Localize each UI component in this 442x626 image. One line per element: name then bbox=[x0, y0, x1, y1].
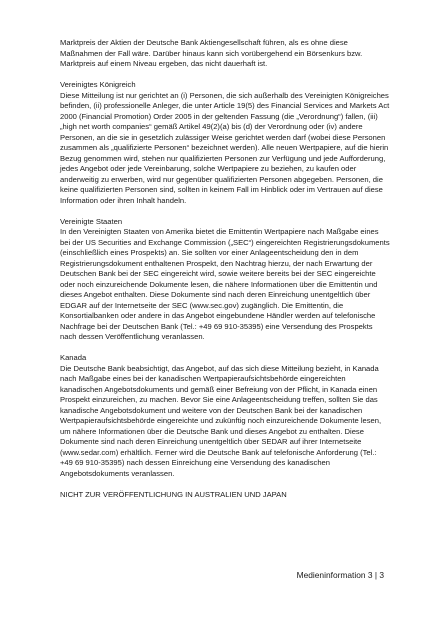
section-us bbox=[60, 217, 390, 343]
section-canada bbox=[60, 353, 390, 479]
section-body-canada: Die Deutsche Bank beabsichtigt, das Angebot, auf das sich diese Mitteilung bezieht, in Kanada nach Maßgabe eines bei der kanadischen Wertpapieraufsichtsbehörde eingereichten kanadischen Angebotsdokuments und gemäß einer Befreiung von der Pflicht, in Kanada einen Prospekt einzureichen, zu machen. Bevor Sie eine Anlageentscheidung treffen, sollten Sie das kanadische Angebotsdokument und weitere von der Deutschen Bank bei der kanadischen Wertpapieraufsichtsbehörde eingereichte und zukünftig noch einzureichende Dokumente lesen, um nähere Informationen über die Deutsche Bank und dieses Angebot zu enthalten. Diese Dokumente sind nach deren Einreichung unentgeltlich über SEDAR auf ihrer Internetseite (www.sedar.com) erhältlich. Ferner wird die Deutsche Bank auf telefonische Anforderung (Tel.: +49 69 910-35395) nach dessen Einreichung eine Versendung des kanadischen Angebotsdokuments veranlassen. bbox=[60, 363, 382, 478]
page-footer: Medieninformation 3 | 3 bbox=[296, 570, 384, 580]
section-title-us: Vereinigte Staaten bbox=[60, 216, 123, 226]
closing-line: NICHT ZUR VERÖFFENTLICHUNG IN AUSTRALIEN UND JAPAN bbox=[60, 489, 287, 499]
section-body-us: In den Vereinigten Staaten von Amerika bietet die Emittentin Wertpapiere nach Maßgabe eines bei der US Securities and Exchange Commission („SEC“) eingereichten Registrierungsdokuments (einschließlich eines Prospekts) an. Sie sollten vor einer Anlageentscheidung den in dem Registrierungsdokument enthaltenen Prospekt, den Nachtrag hierzu, der nach Erwartung der Deutschen Bank bei der SEC eingereicht wird, sowie weitere bereits bei der SEC eingereichte oder noch einzureichende Dokumente lesen, die nähere Informationen über die Emittentin und dieses Angebot enthalten. Diese Dokumente sind nach deren Einreichung unentgeltlich über EDGAR auf der Internetseite der SEC (www.sec.gov) zugänglich. Die Emittentin, die Konsortialbanken oder andere in das Angebot eingebundene Händler werden auf telefonische Nachfrage bei der Deutschen Bank (Tel.: +49 69 910-35395) eine Versendung des Prospekts nach dessen Veröffentlichung veranlassen. bbox=[60, 227, 390, 341]
section-title-uk: Vereinigtes Königreich bbox=[60, 80, 136, 89]
intro-paragraph: Marktpreis der Aktien der Deutsche Bank Aktiengesellschaft führen, als es ohne diese Maßnahmen der Fall wäre. Darüber hinaus kann sich vorübergehend ein Börsenkurs bzw. Marktpreis auf einem Niveau ergeben, das nicht dauerhaft ist. bbox=[60, 38, 363, 68]
document-body bbox=[60, 38, 390, 511]
section-uk bbox=[60, 80, 390, 206]
section-body-uk: Diese Mitteilung ist nur gerichtet an (i) Personen, die sich außerhalb des Vereinigten Königreiches befinden, (ii) professionelle Anleger, die unter Article 19(5) des Financial Services and Markets Act 2000 (Financial Promotion) Order 2005 in der geltenden Fassung (die „Verordnung“) fallen, (iii) „high net worth companies“ gemäß Artikel 49(2)(a) bis (d) der Verordnung oder (iv) andere Personen, an die sie in gesetzlich zulässiger Weise gerichtet werden darf (wobei diese Personen zusammen als „qualifizierte Personen“ bezeichnet werden). Alle neuen Wertpapiere, auf die hierin Bezug genommen wird, stehen nur qualifizierten Personen zur Verfügung und jede Aufforderung, jedes Angebot oder jede Vereinbarung, solche Wertpapiere zu beziehen, zu kaufen oder anderweitig zu erwerben, wird nur gegenüber qualifizierten Personen abgegeben. Personen, die keine qualifizierten Personen sind, sollten in keinem Fall im Hinblick oder im Vertrauen auf diese Information oder ihren Inhalt handeln. bbox=[60, 90, 390, 205]
section-title-canada: Kanada bbox=[60, 353, 87, 362]
